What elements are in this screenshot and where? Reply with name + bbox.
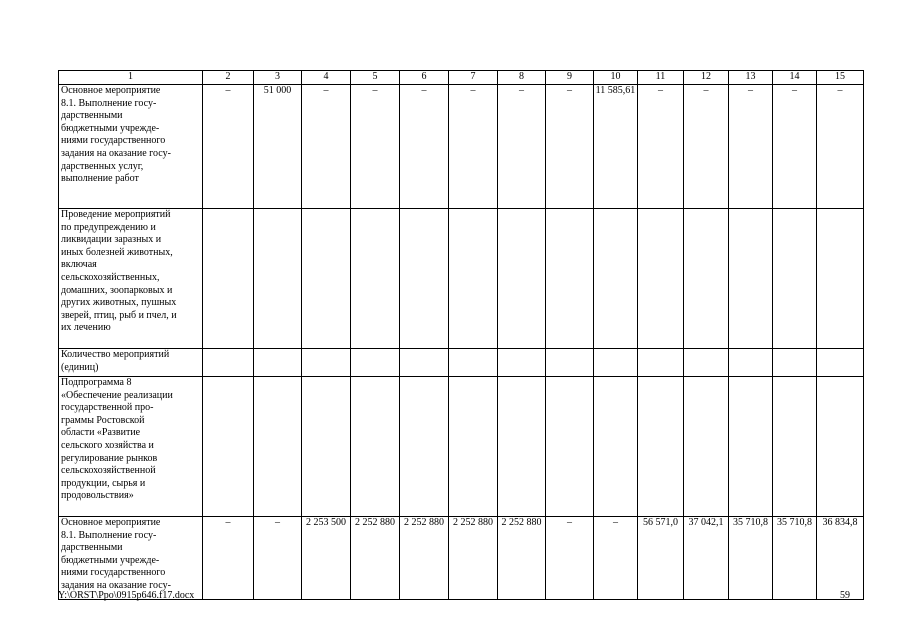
description-line: области «Развитие (61, 427, 141, 439)
value-cell (817, 349, 864, 377)
header-cell: 2 (203, 71, 254, 85)
value-cell: – (449, 85, 498, 209)
value-cell (400, 349, 449, 377)
value-cell (449, 349, 498, 377)
value-cell (638, 377, 684, 517)
description-line: 8.1. Выполнение госу- (61, 529, 157, 541)
description-line: 8.1. Выполнение госу- (61, 97, 157, 109)
header-cell: 1 (59, 71, 203, 85)
value-cell (449, 209, 498, 349)
table-row (59, 517, 864, 600)
description-line: «Обеспечение реализации (61, 389, 173, 401)
value-cell: – (729, 85, 773, 209)
value-cell (203, 377, 254, 517)
value-cell (254, 349, 302, 377)
value-cell (817, 377, 864, 517)
table-row (59, 349, 864, 377)
row-description (59, 377, 203, 517)
header-cell: 13 (729, 71, 773, 85)
row-description (59, 209, 203, 349)
description-line: Количество мероприятий (61, 349, 170, 360)
description-line: по предупреждению и (61, 221, 156, 233)
value-cell: 11 585,61 (594, 85, 638, 209)
description-line: домашних, зоопарковых и (61, 284, 173, 296)
value-cell: 37 042,1 (684, 517, 729, 600)
value-cell (498, 349, 546, 377)
value-cell: 51 000 (254, 85, 302, 209)
table-row (59, 209, 864, 349)
description-line: Основное мероприятие (61, 85, 161, 96)
data-table (58, 70, 864, 600)
value-cell (729, 209, 773, 349)
value-cell: 2 253 500 (302, 517, 351, 600)
description-line: сельскохозяйственной (61, 465, 156, 477)
description-line: регулирование рынков (61, 452, 158, 464)
value-cell: 2 252 880 (400, 517, 449, 600)
value-cell: – (400, 85, 449, 209)
value-cell (203, 209, 254, 349)
description-line: бюджетными учрежде- (61, 554, 160, 566)
value-cell (254, 377, 302, 517)
value-cell (498, 377, 546, 517)
value-cell: – (594, 517, 638, 600)
page-number: 59 (840, 590, 850, 601)
description-line: задания на оказание госу- (61, 147, 171, 159)
value-cell: – (773, 85, 817, 209)
header-cell: 14 (773, 71, 817, 85)
value-cell: – (817, 85, 864, 209)
header-cell: 5 (351, 71, 400, 85)
value-cell (594, 349, 638, 377)
header-cell: 15 (817, 71, 864, 85)
value-cell (351, 377, 400, 517)
value-cell: 36 834,8 (817, 517, 864, 600)
description-line: ниями государственного (61, 567, 166, 579)
description-line: продовольствия» (61, 490, 134, 502)
value-cell: – (254, 517, 302, 600)
value-cell (254, 209, 302, 349)
header-cell: 7 (449, 71, 498, 85)
value-cell (684, 349, 729, 377)
value-cell (638, 349, 684, 377)
value-cell: 2 252 880 (498, 517, 546, 600)
description-line: сельскохозяйственных, (61, 271, 160, 283)
description-line: иных болезней животных, (61, 246, 173, 258)
value-cell (302, 209, 351, 349)
value-cell: – (498, 85, 546, 209)
row-description (59, 85, 203, 209)
value-cell (773, 349, 817, 377)
value-cell (729, 377, 773, 517)
value-cell: – (684, 85, 729, 209)
table-row (59, 377, 864, 517)
value-cell: – (546, 517, 594, 600)
description-line: дарственными (61, 110, 123, 122)
footer-file-path: Y:\ORST\Ppo\0915p646.f17.docx (58, 590, 195, 601)
value-cell (351, 349, 400, 377)
description-line: дарственными (61, 542, 123, 554)
value-cell (729, 349, 773, 377)
description-line: Основное мероприятие (61, 517, 161, 528)
description-line: Подпрограмма 8 (61, 377, 132, 388)
description-line: бюджетными учрежде- (61, 122, 160, 134)
row-description (59, 349, 203, 377)
value-cell: 35 710,8 (729, 517, 773, 600)
description-line: включая (61, 259, 97, 271)
description-line: задания на оказание госу- (61, 579, 171, 591)
value-cell: – (638, 85, 684, 209)
header-cell: 10 (594, 71, 638, 85)
description-line: дарственных услуг, (61, 160, 144, 172)
header-cell: 4 (302, 71, 351, 85)
value-cell (302, 377, 351, 517)
value-cell (546, 209, 594, 349)
description-line: зверей, птиц, рыб и пчел, и (61, 309, 177, 321)
value-cell: – (203, 517, 254, 600)
value-cell: – (351, 85, 400, 209)
value-cell (773, 209, 817, 349)
description-line: их лечению (61, 322, 111, 334)
value-cell: 56 571,0 (638, 517, 684, 600)
description-line: граммы Ростовской (61, 414, 145, 426)
value-cell: – (302, 85, 351, 209)
value-cell (498, 209, 546, 349)
value-cell: 2 252 880 (449, 517, 498, 600)
description-line: государственной про- (61, 402, 154, 414)
description-line: Проведение мероприятий (61, 209, 171, 220)
value-cell (817, 209, 864, 349)
value-cell: 2 252 880 (351, 517, 400, 600)
header-row (59, 71, 864, 85)
description-line: (единиц) (61, 361, 99, 373)
description-line: ликвидации заразных и (61, 234, 162, 246)
description-line: других животных, пушных (61, 297, 177, 309)
value-cell (546, 377, 594, 517)
value-cell (400, 209, 449, 349)
value-cell (400, 377, 449, 517)
value-cell (638, 209, 684, 349)
row-description (59, 517, 203, 600)
value-cell (594, 209, 638, 349)
header-cell: 6 (400, 71, 449, 85)
table-row (59, 85, 864, 209)
header-cell: 11 (638, 71, 684, 85)
value-cell (546, 349, 594, 377)
value-cell (302, 349, 351, 377)
value-cell (684, 377, 729, 517)
value-cell (594, 377, 638, 517)
header-cell: 9 (546, 71, 594, 85)
description-line: ниями государственного (61, 135, 166, 147)
value-cell (684, 209, 729, 349)
header-cell: 8 (498, 71, 546, 85)
description-line: выполнение работ (61, 173, 139, 185)
value-cell: – (546, 85, 594, 209)
header-cell: 3 (254, 71, 302, 85)
header-cell: 12 (684, 71, 729, 85)
value-cell: – (203, 85, 254, 209)
value-cell (351, 209, 400, 349)
description-line: сельского хозяйства и (61, 439, 154, 451)
value-cell (203, 349, 254, 377)
description-line: продукции, сырья и (61, 477, 146, 489)
value-cell (773, 377, 817, 517)
value-cell: 35 710,8 (773, 517, 817, 600)
value-cell (449, 377, 498, 517)
